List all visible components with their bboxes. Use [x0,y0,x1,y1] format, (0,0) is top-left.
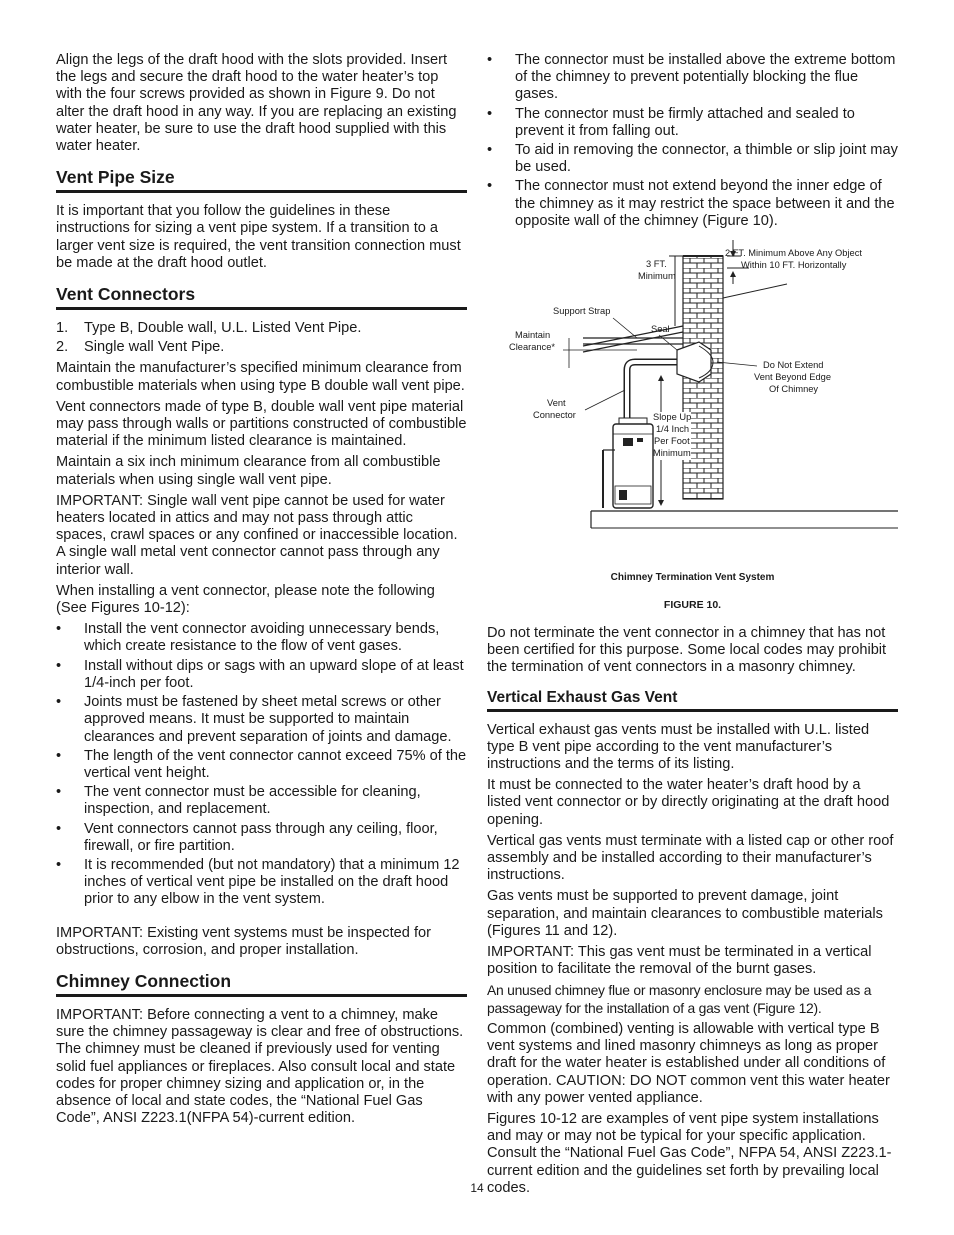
label-slope-3: Per Foot [654,436,690,447]
list-item: 2. Single wall Vent Pipe. [56,339,225,356]
label-dne-3: Of Chimney [769,384,819,395]
paragraph: Common (combined) venting is allowable with vertical type B vent systems and lined masonry chimneys as long as proper draft for the water heater is established under all conditions of operation. CAUTION: DO NOT common vent this water heater with any power vented appliance. [487,1020,890,1106]
paragraph: Figures 10-12 are examples of vent pipe system installations and may or may not be typical for your specific application. Consult the “National Fuel Gas Code”, NFPA 54, ANSI Z223.1-current edition and the guidelines set forth by prevailing local codes. [487,1110,892,1196]
list-item: • The connector must be installed above the extreme bottom of the chimney to prevent potentially blocking the flue gases. [487,52,898,104]
vent-pipe-size-paragraph: It is important that you follow the guidelines in these instructions for sizing a vent pipe system. If a transition to a larger vent size is required, the vent transition connection must be made at the draft hood outlet. [56,203,461,271]
paragraph: IMPORTANT: This gas vent must be terminated in a vertical position to facilitate the removal of the burnt gases. [487,944,872,978]
label-two-ft-1: 2 FT. Minimum Above Any Object [725,248,862,259]
list-item: • The connector must be firmly attached and sealed to prevent it from falling out. [487,106,898,140]
paragraph: Vertical gas vents must terminate with a listed cap or other roof assembly and be installed according to their manufacturer’s instructions. [487,832,894,884]
label-slope-2: 1/4 Inch [656,424,690,435]
label-two-ft-2: Within 10 FT. Horizontally [741,260,847,271]
paragraph: It must be connected to the water heater’s draft hood by a listed vent connector or by directly originating at the draft hood opening. [487,777,890,828]
paragraph: Vent connectors made of type B, double wall vent pipe material may pass through walls or partitions constructed of combustible material if the minimum listed clearance is maintained. [56,398,467,450]
vent-type-list [56,320,467,356]
list-item: • Joints must be fastened by sheet metal screws or other approved means. It must be supported to maintain clearances and prevent separation of joints and damage. [56,694,467,746]
list-item: • The length of the vent connector cannot exceed 75% of the vertical vent height. [56,748,467,782]
chimney-connection-heading-wrap [56,971,467,997]
list-item: • Vent connectors cannot pass through any ceiling, floor, firewall, or fire partition. [56,821,467,855]
vent-connector-bullets [56,621,467,908]
label-vent-1: Vent [547,398,566,409]
label-maintain-1: Maintain [515,330,551,341]
section-heading-vertical-exhaust: Vertical Exhaust Gas Vent [487,689,898,712]
label-slope-4: Minimum [653,448,691,459]
label-three-ft-1: 3 FT. [646,259,667,270]
intro-paragraph: Align the legs of the draft hood with the slots provided. Insert the legs and secure the draft hood to the water heater’s top with the four screws provided as shown in Figure 9. Do not alter the draft hood in any way. If you are replacing an existing water heater, be sure to use the draft hood supplied with this water heater. [56,52,457,155]
right-column [487,52,898,1201]
page-number: 14 [470,1181,484,1195]
label-three-ft-2: Minimum [638,271,676,282]
list-item: • The connector must not extend beyond the inner edge of the chimney as it may restrict the space between it and the opposite wall of the chimney (Figure 10). [487,178,898,230]
label-vent-2: Connector [533,410,576,421]
paragraph: IMPORTANT: Single wall vent pipe cannot be used for water heaters located in attics and may not pass through attic spaces, crawl spaces or any confined or inaccessible location. A single wall metal vent connector cannot pass through any interior wall. [56,492,458,578]
list-item: • The vent connector must be accessible for cleaning, inspection, and replacement. [56,784,467,818]
list-item: • To aid in removing the connector, a thimble or slip joint may be used. [487,142,898,176]
paragraph: When installing a vent connector, please note the following (See Figures 10-12): [56,582,435,617]
label-support-strap: Support Strap [553,306,611,317]
list-item: 1. Type B, Double wall, U.L. Listed Vent Pipe. [56,320,362,337]
label-dne-1: Do Not Extend [763,360,824,371]
left-column [56,52,467,1131]
chimney-vent-diagram [487,238,898,598]
vent-connectors-heading-wrap [56,284,467,310]
important-paragraph: IMPORTANT: Existing vent systems must be inspected for obstructions, corrosion, and proper installation. [56,924,431,958]
section-heading-vent-pipe-size: Vent Pipe Size [56,167,467,193]
vent-pipe-size-heading-wrap [56,167,467,193]
section-heading-chimney-connection: Chimney Connection [56,971,467,997]
label-maintain-2: Clearance* [509,342,555,353]
paragraph: Maintain a six inch minimum clearance from all combustible materials when using single wall vent pipe. [56,454,441,488]
label-seal: Seal [651,324,670,335]
list-item: • Install without dips or sags with an upward slope of at least 1/4-inch per foot. [56,658,467,692]
chimney-connection-paragraph: IMPORTANT: Before connecting a vent to a chimney, make sure the chimney passageway is clear and free of obstructions. The chimney must be cleaned if previously used for venting solid fuel appliances or fireplaces. Also consult local and state codes for proper chimney sizing and application or, in the absence of local and state codes, the “National Fuel Gas Code”, ANSI Z223.1(NFPA 54)-current edition. [56,1006,464,1127]
diagram-title: Chimney Termination Vent System [610,572,775,584]
list-item: • Install the vent connector avoiding unnecessary bends, which create resistance to the flow of vent gases. [56,621,467,655]
paragraph: Gas vents must be supported to prevent damage, joint separation, and maintain clearances to combustible materials (Figures 11 and 12). [487,888,883,939]
paragraph: Maintain the manufacturer’s specified minimum clearance from combustible materials when using type B double wall vent pipe. [56,360,465,394]
section-heading-vent-connectors: Vent Connectors [56,284,467,310]
connector-bullets [487,52,898,230]
label-slope-1: Slope Up [653,412,692,423]
figure-10-diagram [487,238,898,598]
paragraph: An unused chimney flue or masonry enclosure may be used as a passageway for the installation of a gas vent (Figure 12). [487,982,872,1016]
list-item: • It is recommended (but not mandatory) that a minimum 12 inches of vertical vent pipe be installed on the draft hood prior to any elbow in the vent system. [56,857,467,909]
label-dne-2: Vent Beyond Edge [754,372,832,383]
figure-caption: FIGURE 10. [663,599,722,612]
paragraph: Vertical exhaust gas vents must be installed with U.L. listed type B vent pipe according to the vent manufacturer’s instructions and the terms of its listing. [487,721,870,773]
after-figure-paragraph: Do not terminate the vent connector in a chimney that has not been certified for this purpose. Some local codes may prohibit the termination of vent connectors in a masonry chimney. [487,625,887,676]
vertical-exhaust-heading-wrap [487,689,898,712]
